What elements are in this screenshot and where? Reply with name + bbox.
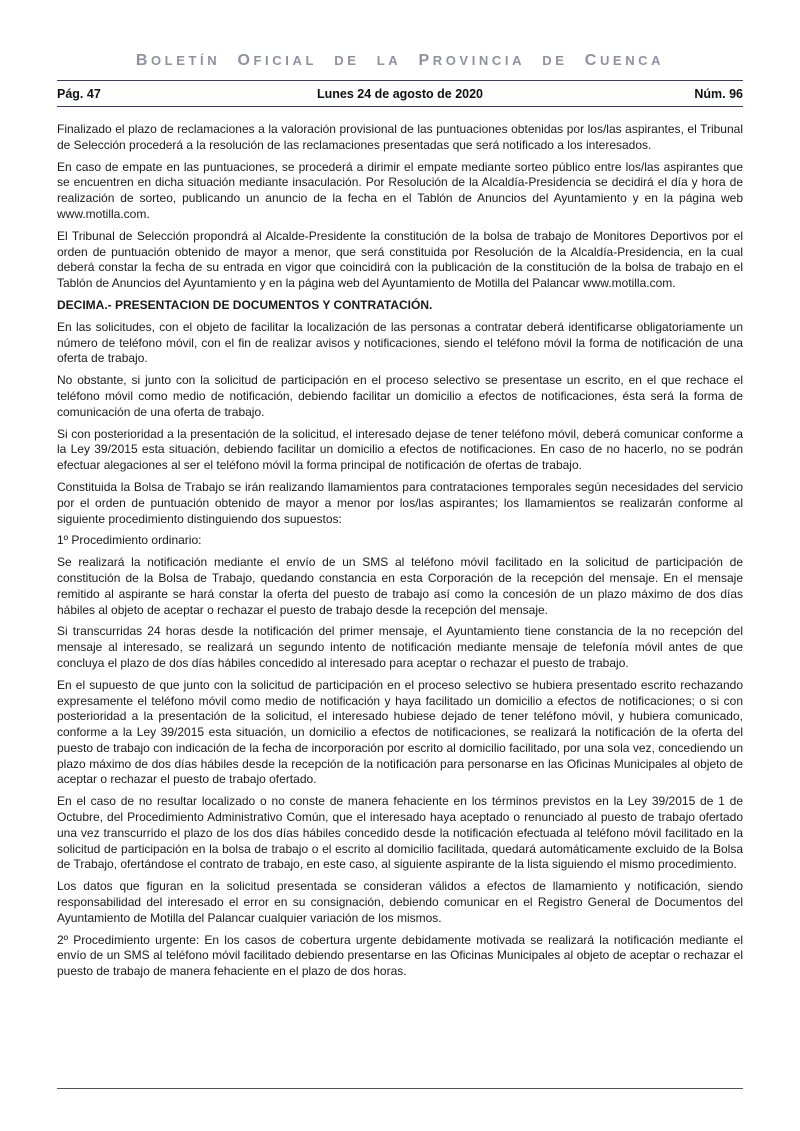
body-paragraph: En las solicitudes, con el objeto de facilitar la localización de las personas a contratar deberá identificarse obligatoriamente un número de teléfono móvil, con el fin de realizar avisos y notificaciones, siendo el teléfono móvil la forma de notificación de una oferta de trabajo.	[57, 319, 743, 366]
page-header	[57, 87, 743, 105]
body-paragraph: En caso de empate en las puntuaciones, se procederá a dirimir el empate mediante sorteo público entre los/las aspirantes que se encuentren en dicha situación mediante insaculación. Por Resolución de la Alcaldía-Presidencia se decidirá el día y hora de realización de sorteo, publicando un anuncio de la fecha en el Tablón de Anuncios del Ayuntamiento y en la página web www.motilla.com.	[57, 159, 743, 221]
header-divider	[57, 106, 743, 107]
masthead-divider	[57, 80, 743, 81]
masthead-word: CUENCA	[584, 52, 665, 69]
bulletin-masthead	[57, 52, 743, 70]
body-paragraph: 2º Procedimiento urgente: En los casos de cobertura urgente debidamente motivada se realizará la notificación mediante el envío de un SMS al teléfono móvil facilitado debiendo presentarse en las Oficinas Municipales al objeto de aceptar o rechazar el puesto de trabajo de manera fehaciente en el plazo de dos horas.	[57, 932, 743, 979]
body-paragraph: Si con posterioridad a la presentación de la solicitud, el interesado dejase de tener teléfono móvil, deberá comunicar conforme a la Ley 39/2015 esta situación, debiendo facilitar un domicilio a efectos de notificaciones. En caso de no hacerlo, no se podrán efectuar alegaciones al ser el teléfono móvil la forma principal de notificación de ofertas de trabajo.	[57, 426, 743, 473]
page-number: Pág. 47	[57, 87, 101, 101]
body-paragraph: Los datos que figuran en la solicitud presentada se consideran válidos a efectos de llamamiento y notificación, siendo responsabilidad del interesado el error en su consignación, debiendo comunicar en el Registro General de Documentos del Ayuntamiento de Motilla del Palancar cualquier variación de los mismos.	[57, 879, 743, 925]
masthead-word: PROVINCIA	[418, 52, 526, 69]
masthead-word: DE	[334, 53, 360, 68]
masthead-word: OFICIAL	[237, 52, 317, 69]
body-paragraph: En el caso de no resultar localizado o no conste de manera fehaciente en los términos previstos en la Ley 39/2015 de 1 de Octubre, del Procedimiento Administrativo Común, que el interesado haya aceptado o renunciado al puesto de trabajo ofertado una vez transcurrido el plazo de los dos días hábiles concedido desde la notificación efectuada al teléfono móvil facilitado en la solicitud de participación en la bolsa de trabajo o el escrito al domicilio facilitada, quedará automáticamente excluido de la Bolsa de Trabajo, ofertándose el contrato de trabajo, en este caso, al siguiente aspirante de la lista siguiendo el mismo procedimiento.	[57, 794, 743, 872]
body-paragraph: En el supuesto de que junto con la solicitud de participación en el proceso selectivo se hubiera presentado escrito rechazando expresamente el teléfono móvil como medio de notificación y haya facilitado un domicilio a efectos de notificaciones; o si con posterioridad a la presentación de la solicitud, el interesado hubiese dejado de tener teléfono móvil, y hubiera comunicado, conforme a la Ley 39/2015 esta situación, un domicilio a efectos de notificaciones, se realizará la notificación de la oferta del puesto de trabajo con indicación de la fecha de incorporación por escrito al domicilio facilitado, por una sola vez, concediendo un plazo máximo de dos días hábiles desde la recepción de la notificación para personarse en las Oficinas Municipales al objeto de aceptar o rechazar el puesto de trabajo ofertado.	[57, 677, 743, 787]
body-paragraph: Si transcurridas 24 horas desde la notificación del primer mensaje, el Ayuntamiento tiene constancia de la no recepción del mensaje al interesado, se realizará un segundo intento de notificación mediante mensaje de telefonía móvil antes de que concluya el plazo de dos días hábiles concedido al interesado para aceptar o rechazar el puesto de trabajo.	[57, 624, 743, 670]
document-body	[57, 122, 743, 986]
body-paragraph: Constituida la Bolsa de Trabajo se irán realizando llamamientos para contrataciones temporales según necesidades del servicio por el orden de puntuación obtenido de mayor a menor por los/las aspirantes; los llamamientos se realizarán conforme al siguiente procedimiento distinguiendo dos supuestos:	[57, 479, 743, 526]
footer-divider	[57, 1088, 743, 1089]
body-paragraph: No obstante, si junto con la solicitud de participación en el proceso selectivo se presentase un escrito, en el que rechace el teléfono móvil como medio de notificación, debiendo facilitar un domicilio a efectos de notificaciones, ésta será la forma de comunicación de una oferta de trabajo.	[57, 373, 743, 419]
body-paragraph: Se realizará la notificación mediante el envío de un SMS al teléfono móvil facilitado en la solicitud de participación de constitución de la Bolsa de Trabajo, quedando constancia en esta Corporación de la recepción del mensaje. En el mensaje remitido al aspirante se hará constar la oferta del puesto de trabajo así como la concesión de un plazo máximo de dos días hábiles al objeto de aceptar o rechazar el puesto de trabajo desde la recepción del mensaje.	[57, 555, 743, 617]
body-paragraph: 1º Procedimiento ordinario:	[57, 533, 202, 548]
masthead-word: DE	[542, 53, 568, 68]
issue-number: Núm. 96	[694, 87, 743, 101]
masthead-word: BOLETÍN	[135, 52, 221, 69]
issue-date: Lunes 24 de agosto de 2020	[316, 87, 484, 101]
body-paragraph: El Tribunal de Selección propondrá al Alcalde-Presidente la constitución de la bolsa de trabajo de Monitores Deportivos por el orden de puntuación obtenido de mayor a menor, que será constituida por Resolución de la Alcaldía-Presidencia, en la cual deberá constar la fecha de su entrada en vigor que coincidirá con la publicación de la constitución de la bolsa de trabajo en el Tablón de Anuncios del Ayuntamiento y en la página web del Ayuntamiento de Motilla del Palancar www.motilla.com.	[57, 228, 743, 291]
body-paragraph: Finalizado el plazo de reclamaciones a la valoración provisional de las puntuaciones obtenidas por los/las aspirantes, el Tribunal de Selección procederá a la resolución de las reclamaciones presentadas que será notificado a los interesados.	[57, 122, 743, 152]
section-heading: DECIMA.- PRESENTACION DE DOCUMENTOS Y CONTRATACIÓN.	[57, 297, 433, 312]
masthead-word: LA	[376, 53, 402, 68]
